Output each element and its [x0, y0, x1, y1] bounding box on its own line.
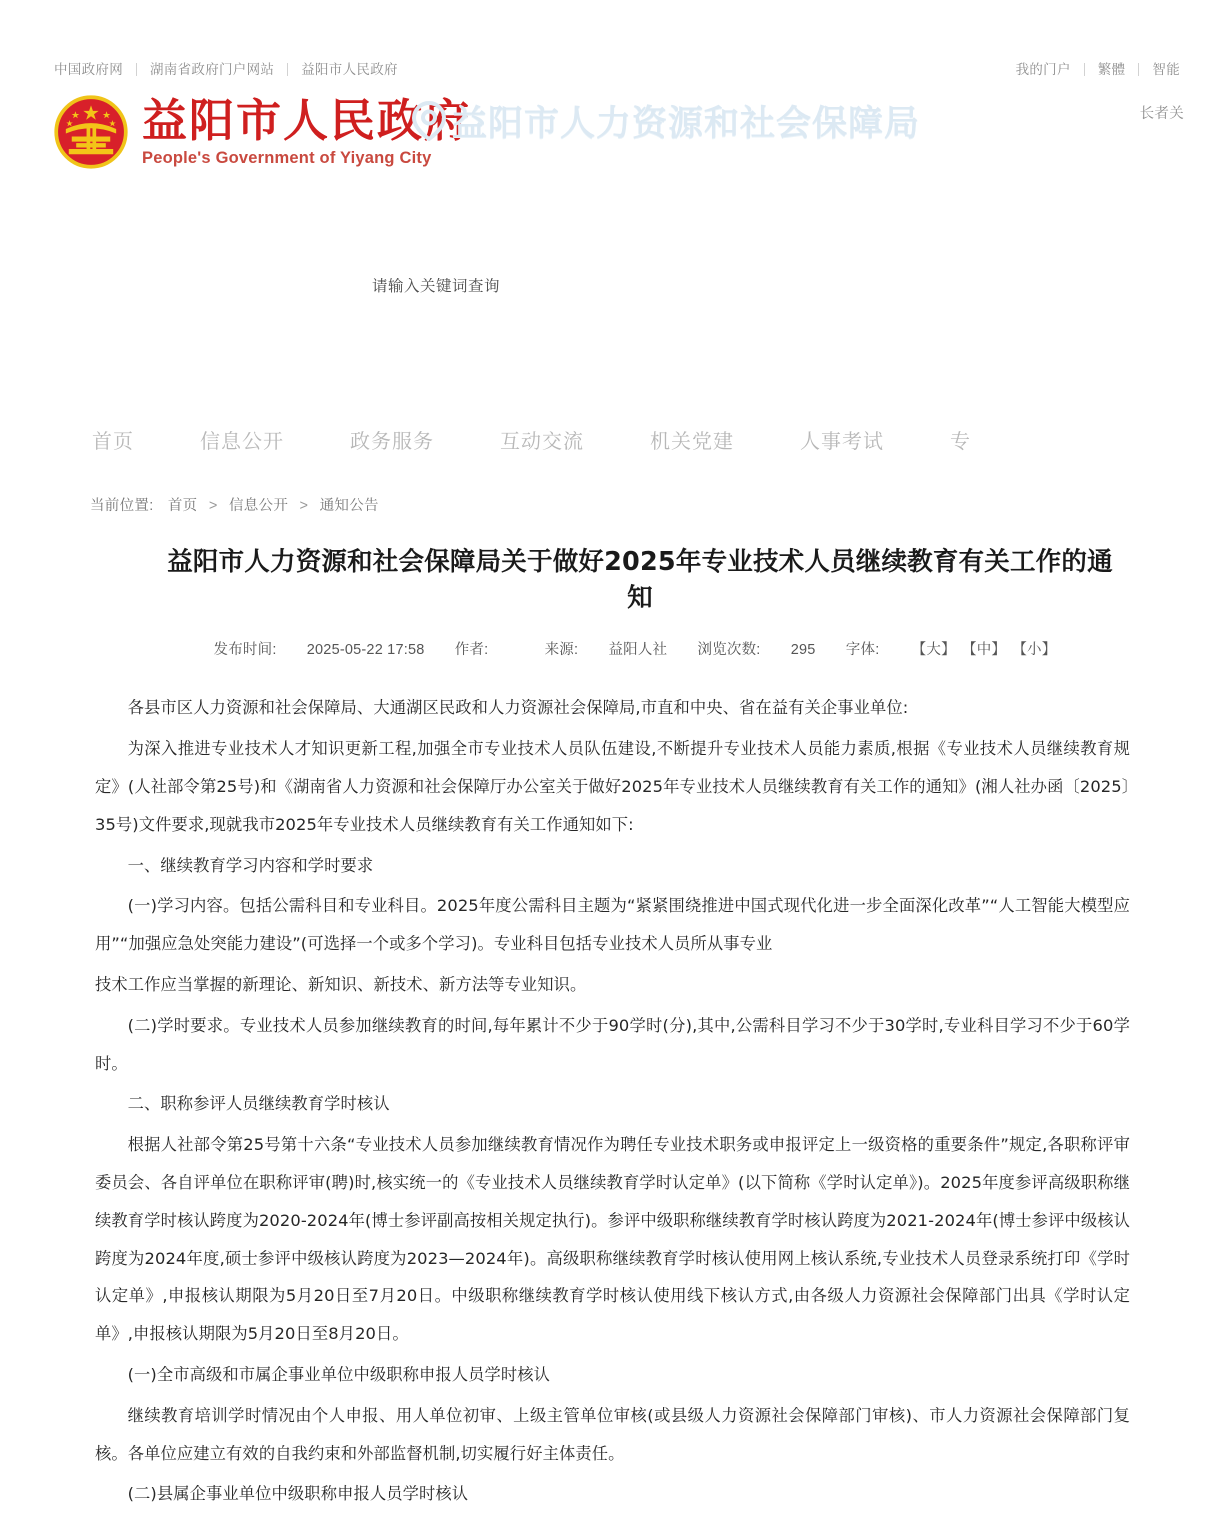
article-section-heading: 二、职称参评人员继续教育学时核认: [127, 1094, 390, 1114]
site-header: [0, 72, 1220, 192]
article-subsection-heading: (二)县属企事业单位中级职称申报人员学时核认: [127, 1484, 469, 1504]
meta-views-label: 浏览次数:: [697, 642, 761, 659]
font-size-large[interactable]: 【大】: [911, 642, 956, 659]
article-paragraph: 根据人社部令第25号第十六条“专业技术人员参加继续教育情况作为聘任专业技术职务或申报评定上一级资格的重要条件”规定,各职称评审委员会、各自评单位在职称评审(聘)时,核实统一的《专业技术人员继续教育学时认定单》(以下简称《学时认定单》)。2025年度参评高级职称继续教育学时核认跨度为2020-2024年(博士参评副高按相关规定执行)。参评中级职称继续教育学时核认跨度为2021-2024年(博士参评中级核认跨度为2024年度,硕士参评中级核认跨度为2023—2024年)。高级职称继续教育学时核认使用网上核认系统,专业技术人员登录系统打印《学时认定单》,申报核认期限为5月20日至7月20日。中级职称继续教育学时核认使用线下核认方式,由各级人力资源社会保障部门出具《学时认定单》,申报核认期限为5月20日至8月20日。: [95, 1135, 1130, 1344]
nav-item-interaction[interactable]: 互动交流: [500, 430, 584, 453]
top-utility-bar: [0, 0, 1220, 122]
article-meta: [0, 638, 1220, 659]
meta-views: [698, 642, 820, 658]
link-yiyang-gov[interactable]: 益阳市人民政府: [301, 62, 398, 77]
breadcrumb-separator: >: [299, 498, 309, 514]
link-elder-mode[interactable]: 长者关: [1139, 106, 1184, 122]
font-size-label: 字体:: [845, 642, 880, 659]
meta-author-label: 作者:: [454, 642, 489, 659]
article-paragraph: (二)学时要求。专业技术人员参加继续教育的时间,每年累计不少于90学时(分),其中,公需科目学习不少于30学时,专业科目学习不少于60学时。: [95, 1015, 1130, 1073]
article-body: [0, 689, 1130, 1513]
breadcrumb: [0, 476, 1220, 515]
site-title-en: People's Government of Yiyang City: [142, 148, 432, 167]
nav-item-special[interactable]: 专: [950, 430, 971, 453]
nav-item-home[interactable]: 首页: [92, 430, 134, 453]
article-paragraph: 技术工作应当掌握的新理论、新知识、新技术、新方法等专业知识。: [95, 974, 587, 994]
meta-publish-time: [214, 642, 429, 658]
article: [0, 545, 1220, 1513]
breadcrumb-separator: >: [208, 498, 218, 514]
meta-source: [545, 642, 672, 658]
meta-source-value: 益阳人社: [608, 642, 668, 659]
font-size-controls: [846, 642, 1057, 658]
site-title-cn: 益阳市人民政府: [142, 93, 472, 147]
link-china-gov[interactable]: 中国政府网: [54, 62, 123, 77]
article-section-heading: 一、继续教育学习内容和学时要求: [127, 855, 374, 875]
search-box[interactable]: [372, 270, 792, 304]
breadcrumb-item-info-public[interactable]: 信息公开: [228, 498, 289, 514]
nav-item-gov-service[interactable]: 政务服务: [350, 430, 434, 453]
breadcrumb-item-announcements[interactable]: 通知公告: [319, 498, 379, 514]
search-input[interactable]: [372, 278, 792, 296]
breadcrumb-label: 当前位置:: [90, 498, 154, 514]
nav-item-info-public[interactable]: 信息公开: [200, 430, 284, 453]
search-section: [0, 192, 1220, 402]
department-title: [412, 96, 920, 146]
article-paragraph: 各县市区人力资源和社会保障局、大通湖区民政和人力资源社会保障局,市直和中央、省在益有关企事业单位:: [127, 698, 909, 718]
font-size-medium[interactable]: 【中】: [962, 642, 1007, 659]
article-paragraph: 为深入推进专业技术人才知识更新工程,加强全市专业技术人员队伍建设,不断提升专业技术人员能力素质,根据《专业技术人员继续教育规定》(人社部令第25号)和《湖南省人力资源和社会保障厅办公室关于做好2025年专业技术人员继续教育有关工作的通知》(湘人社办函〔2025〕35号)文件要求,现就我市2025年专业技术人员继续教育有关工作通知如下:: [95, 739, 1130, 834]
article-paragraph: (一)学习内容。包括公需科目和专业科目。2025年度公需科目主题为“紧紧围绕推进中国式现代化进一步全面深化改革”“人工智能大模型应用”“加强应急处突能力建设”(可选择一个或多个学习)。专业科目包括专业技术人员所从事专业: [95, 896, 1130, 954]
nav-item-party-building[interactable]: 机关党建: [650, 430, 734, 453]
meta-views-value: 295: [790, 642, 816, 659]
meta-author: [455, 642, 519, 658]
link-my-portal[interactable]: 我的门户: [1015, 62, 1071, 77]
location-pin-icon: [412, 101, 446, 141]
national-emblem-icon: [54, 95, 128, 169]
article-paragraph: 继续教育培训学时情况由个人申报、用人单位初审、上级主管单位审核(或县级人力资源社会保障部门审核)、市人力资源社会保障部门复核。各单位应建立有效的自我约束和外部监督机制,切实履行好主体责任。: [95, 1405, 1130, 1463]
link-smart-service[interactable]: 智能: [1152, 62, 1180, 77]
breadcrumb-item-home[interactable]: 首页: [167, 498, 198, 514]
link-hunan-gov-portal[interactable]: 湖南省政府门户网站: [150, 62, 275, 77]
department-name-text: 益阳市人力资源和社会保障局: [452, 104, 921, 144]
link-traditional-chinese[interactable]: 繁體: [1097, 62, 1126, 77]
main-navigation: [0, 402, 1220, 476]
font-size-small[interactable]: 【小】: [1012, 642, 1057, 659]
article-subsection-heading: (一)全市高级和市属企事业单位中级职称申报人员学时核认: [127, 1364, 551, 1384]
meta-publish-value: 2025-05-22 17:58: [306, 642, 425, 659]
page-title: 益阳市人力资源和社会保障局关于做好2025年专业技术人员继续教育有关工作的通知: [167, 547, 1113, 613]
meta-publish-label: 发布时间:: [213, 642, 277, 659]
nav-item-personnel-exam[interactable]: 人事考试: [800, 430, 884, 453]
meta-source-label: 来源:: [544, 642, 579, 659]
